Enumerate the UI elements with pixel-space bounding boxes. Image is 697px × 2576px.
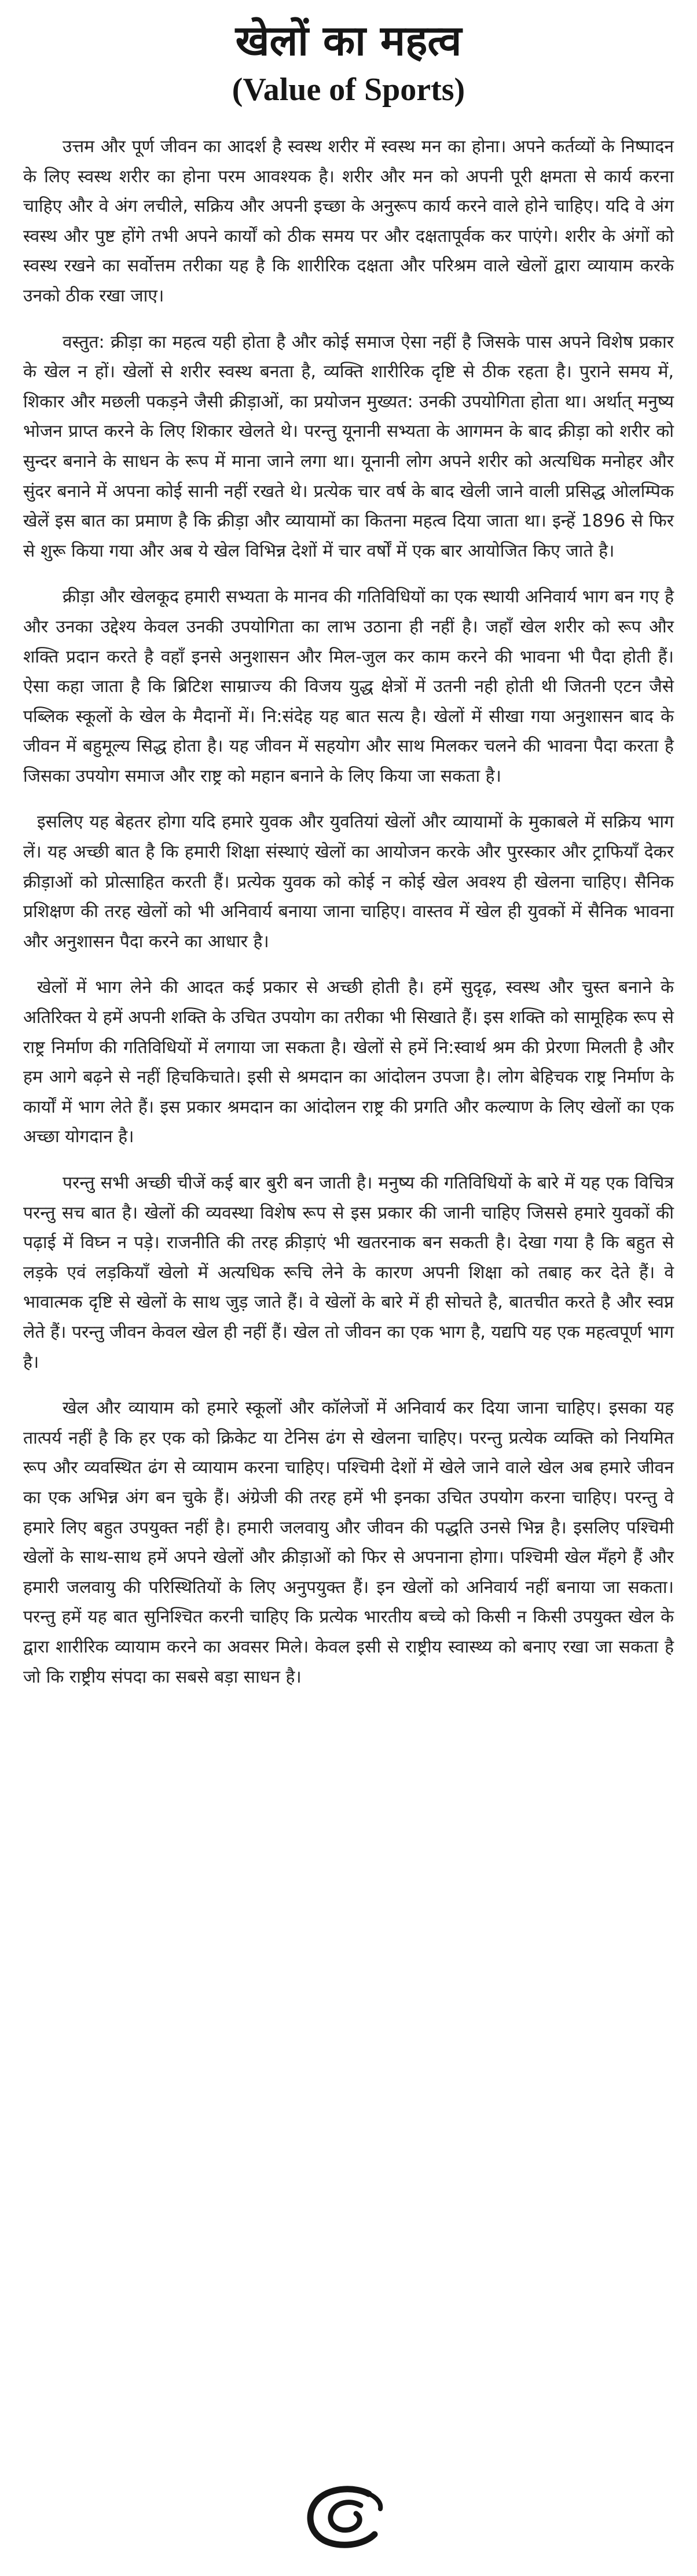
paragraph-5: खेलों में भाग लेने की आदत कई प्रकार से अच्छी होती है। हमें सुदृढ़, स्वस्थ और चुस्त बनाने के अतिरिक्त ये हमें अपनी शक्ति के उचित उपयोग का तरीका भी सिखाते हैं। इस शक्ति को सामूहिक रूप से राष्ट्र निर्माण की गतिविधियों में लगाया जा सकता है। खेलों से हमें नि:स्वार्थ श्रम की प्रेरणा मिलती है और हम आगे बढ़ने से नहीं हिचकिचाते। इसी से श्रमदान का आंदोलन उपजा है। लोग बेहिचक राष्ट्र निर्माण के कार्यों में भाग लेते हैं। इस प्रकार श्रमदान का आंदोलन राष्ट्र की प्रगति और कल्याण के लिए खेलों का एक अच्छा योगदान है। bbox=[23, 977, 674, 1147]
page-title: खेलों का महत्व bbox=[235, 16, 462, 65]
paragraph-6: परन्तु सभी अच्छी चीजें कई बार बुरी बन जाती है। मनुष्य की गतिविधियों के बारे में यह एक विचित्र परन्तु सच बात है। खेलों की व्यवस्था विशेष रूप से इस प्रकार की जानी चाहिए जिससे हमारे युवकों की पढ़ाई में विघ्न न पड़े। राजनीति की तरह क्रीड़ाएं भी खतरनाक बन सकती है। देखा गया है कि बहुत से लड़के एवं लड़कियाँ खेलो में अत्यधिक रूचि लेने के कारण अपनी शिक्षा को तबाह कर देते हैं। वे भावात्मक दृष्टि से खेलों के साथ जुड़ जाते हैं। वे खेलों के बारे में ही सोचते है, बातचीत करते है और स्वप्न लेते हैं। परन्तु जीवन केवल खेल ही नहीं हैं। खेल तो जीवन का एक भाग है, यद्यपि यह एक महत्वपूर्ण भाग है। bbox=[23, 1173, 674, 1372]
page-subtitle: (Value of Sports) bbox=[232, 72, 465, 108]
paragraph-4: इसलिए यह बेहतर होगा यदि हमारे युवक और युवतियां खेलों और व्यायामों के मुकाबले में सक्रिय भाग लें। यह अच्छी बात है कि हमारी शिक्षा संस्थाएं खेलों का आयोजन करके और पुरस्कार और ट्राफियाँ देकर क्रीड़ाओं को प्रोत्साहित करती हैं। प्रत्येक युवक को कोई न कोई खेल अवश्य ही खेलना चाहिए। सैनिक प्रशिक्षण की तरह खेलों को भी अनिवार्य बनाया जाना चाहिए। वास्तव में खेल ही युवकों में सैनिक भावना और अनुशासन पैदा करने का आधार है। bbox=[23, 812, 674, 952]
paragraph-3: क्रीड़ा और खेलकूद हमारी सभ्यता के मानव की गतिविधियों का एक स्थायी अनिवार्य भाग बन गए है और उनका उद्देश्य केवल उनकी उपयोगिता का लाभ उठाना ही नहीं है। जहाँ खेल शरीर को रूप और शक्ति प्रदान करते है वहाँ इनसे अनुशासन और मिल-जुल कर काम करने की भावना भी पैदा होती हैं। ऐसा कहा जाता है कि ब्रिटिश साम्राज्य की विजय युद्ध क्षेत्रों में उतनी नही होती थी जितनी एटन जैसे पब्लिक स्कूलों के खेल के मैदानों में। नि:संदेह यह बात सत्य है। खेलों में सीखा गया अनुशासन बाद के जीवन में बहुमूल्य सिद्ध होता है। यह जीवन में सहयोग और साथ मिलकर चलने की भावना पैदा करता है जिसका उपयोग समाज और राष्ट्र को महान बनाने के लिए किया जा सकता है। bbox=[23, 587, 674, 786]
paragraph-2: वस्तुत: क्रीड़ा का महत्व यही होता है और कोई समाज ऐसा नहीं है जिसके पास अपने विशेष प्रकार के खेल न हों। खेलों से शरीर स्वस्थ बनता है, व्यक्ति शारीरिक दृष्टि से ठीक रहता है। पुराने समय में, शिकार और मछली पकड़ने जैसी क्रीड़ाओं, का प्रयोजन मुख्यत: उनकी उपयोगिता होता था। अर्थात् मनुष्य भोजन प्राप्त करने के लिए शिकार खेलते थे। परन्तु यूनानी सभ्यता के आगमन के बाद क्रीड़ा को शरीर को सुन्दर बनाने के साधन के रूप में माना जाने लगा था। यूनानी लोग अपने शरीर को अत्यधिक मनोहर और सुंदर बनाने में अपना कोई सानी नहीं रखते थे। प्रत्येक चार वर्ष के बाद खेली जाने वाली प्रसिद्ध ओलम्पिक खेलें इस बात का प्रमाण है कि क्रीड़ा और व्यायामों का कितना महत्व दिया जाता था। इन्हें 1896 से फिर से शुरू किया गया और अब ये खेल विभिन्न देशों में चार वर्षों में एक बार आयोजित किए जाते है। bbox=[23, 332, 674, 561]
paragraph-7: खेल और व्यायाम को हमारे स्कूलों और कॉलेजों में अनिवार्य कर दिया जाना चाहिए। इसका यह तात्पर्य नहीं है कि हर एक को क्रिकेट या टेनिस ढंग से खेलना चाहिए। परन्तु प्रत्येक व्यक्ति को नियमित रूप और व्यवस्थित ढंग से व्यायाम करना चाहिए। पश्चिमी देशों में खेले जाने वाले खेल अब हमारे जीवन का एक अभिन्न अंग बन चुके हैं। अंग्रेजी की तरह हमें भी इनका उचित उपयोग करना चाहिए। परन्तु वे हमारे लिए बहुत उपयुक्त नहीं है। हमारी जलवायु और जीवन की पद्धति उनसे भिन्न है। इसलिए पश्चिमी खेलों के साथ-साथ हमें अपने खेलों और क्रीड़ाओं को फिर से अपनाना होगा। पश्चिमी खेल मँहगे हैं और हमारी जलवायु की परिस्थितियों के लिए अनुपयुक्त हैं। इन खेलों को अनिवार्य नहीं बनाया जा सकता। परन्तु हमें यह बात सुनिश्चित करनी चाहिए कि प्रत्येक भारतीय बच्चे को किसी न किसी उपयुक्त खेल के द्वारा शारीरिक व्यायाम करने का अवसर मिले। केवल इसी से राष्ट्रीय स्वास्थ्य को बनाए रखा जा सकता है जो कि राष्ट्रीय संपदा का सबसे बड़ा साधन है। bbox=[23, 1398, 674, 1687]
paragraph-1: उत्तम और पूर्ण जीवन का आदर्श है स्वस्थ शरीर में स्वस्थ मन का होना। अपने कर्तव्यों के निष्पादन के लिए स्वस्थ शरीर का होना परम आवश्यक है। शरीर और मन को अपनी पूरी क्षमता से कार्य करना चाहिए और वे अंग लचीले, सक्रिय और अपनी इच्छा के अनुरूप कार्य करने वाले होने चाहिए। यदि वे अंग स्वस्थ और पुष्ट होंगे तभी अपने कार्यों को ठीक समय पर और दक्षतापूर्वक कर पाएंगे। शरीर के अंगों को स्वस्थ रखने का सर्वोत्तम तरीका यह है कि शारीरिक दक्षता और परिश्रम वाले खेलों द्वारा व्यायाम करके उनको ठीक रखा जाए। bbox=[23, 137, 674, 306]
publisher-swirl-logo-icon bbox=[300, 2486, 397, 2549]
essay-body bbox=[23, 132, 674, 1692]
